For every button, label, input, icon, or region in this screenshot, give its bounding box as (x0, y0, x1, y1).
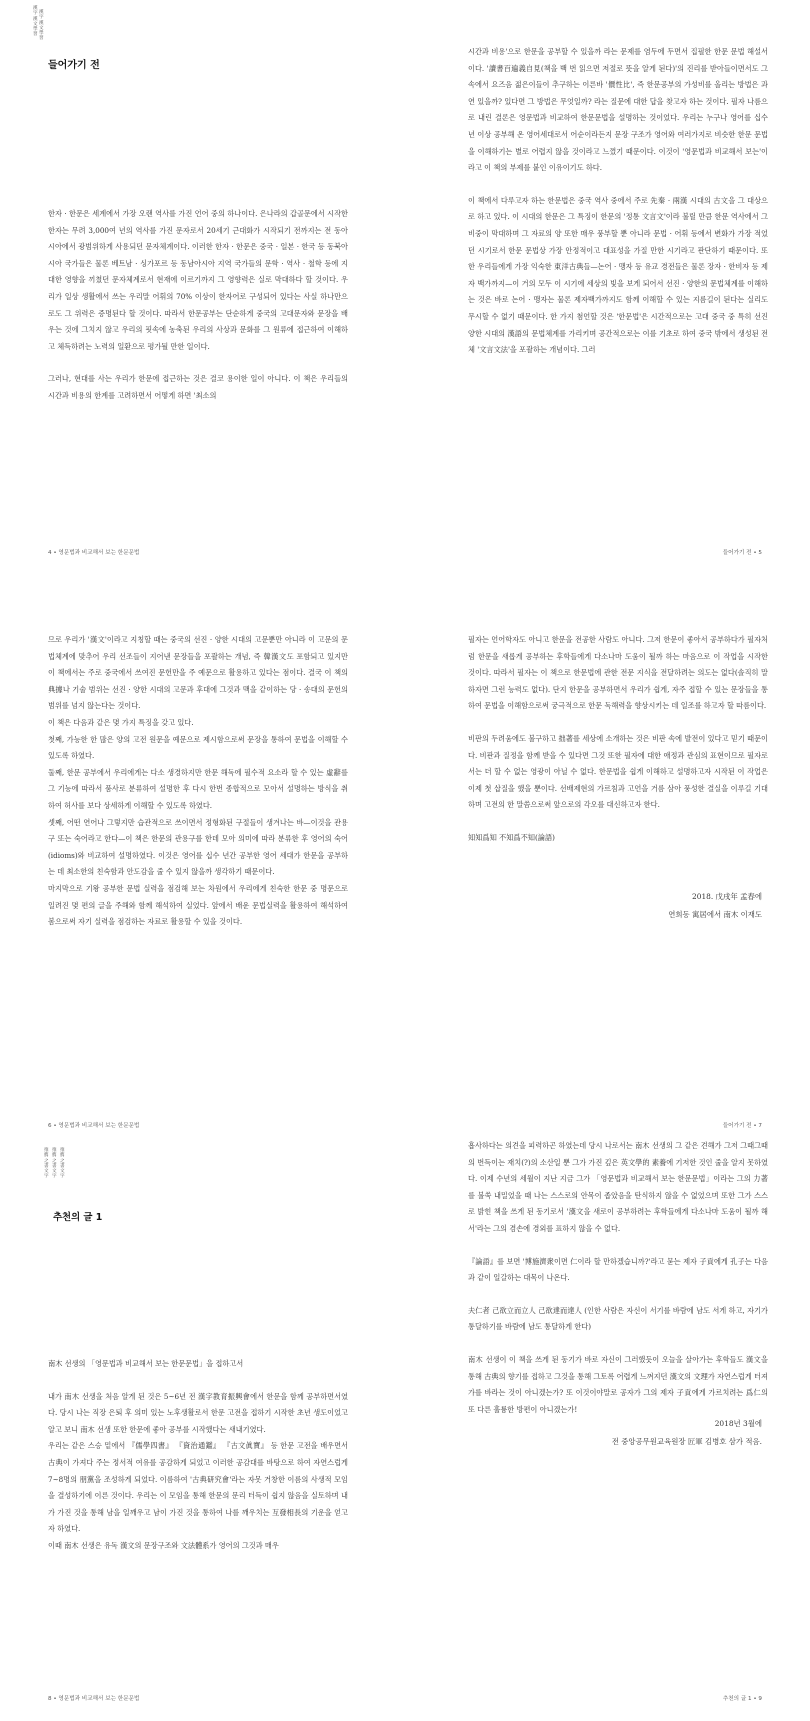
body-text (48, 1356, 348, 1555)
page-8 (0, 1146, 405, 1719)
page-footer: 6 • 영문법과 비교해서 보는 한문문법 (48, 1123, 140, 1129)
signature-date: 2018. 戊戌年 孟春에 (692, 892, 762, 901)
signature-name: 연희동 寓居에서 南木 이재도 (668, 910, 762, 919)
body-text (468, 1138, 768, 1418)
paragraph: 우리는 같은 스승 밑에서 『儒學四書』 『資治通鑑』 『古文眞寶』 등 한문 고전을 배우면서 古典이 가져다 주는 정서적 여유를 공감하게 되었고 이러한 공감대를 바탕으로 하여 자연스럽게 7~8명의 朋黨을 조성하게 되었다. 이름하여 '古典研究會'라는 자못 거창한 이름의 사생적 모임을 결성하기에 이른 것이다. 우리는 이 모임을 통해 한문의 문리 터득이 쉽지 않음을 실토하며 내가 가진 것을 통해 남을 일깨우고 남이 가진 것을 통하여 나를 깨우치는 互發相長의 기운을 얻고자 하였다. (48, 1441, 348, 1534)
spread-3 (0, 1141, 810, 1719)
page-footer: 4 • 영문법과 비교해서 보는 한문문법 (48, 550, 140, 556)
paragraph: 이때 南木 선생은 유독 漢文의 문장구조와 文法體系가 영어의 그것과 매우 (48, 1540, 279, 1550)
page-footer: 추천의 글 1 • 9 (722, 1696, 762, 1702)
paragraph: 이 책에서 다루고자 하는 한문법은 중국 역사 중에서 주로 先秦 · 兩漢 시대의 古文을 그 대상으로 하고 있다. 이 시대의 한문은 그 특징이 한문의 '정통 文言文'이라 불릴 만큼 한문 역사에서 그 비중이 막대하며 그 자료의 양 또한 매우 풍부할 뿐 아니라 문법 · 어휘 등에서 변화가 가장 적었던 시기로서 한문 문법상 가장 안정적이고 대표성을 가질 만한 시기라고 판단하기 때문이다. 또한 우리들에게 가장 익숙한 東洋古典들—논어 · 맹자 등 유교 경전들은 물론 장자 · 한비자 등 제자 백가까지—이 거의 모두 이 시기에 세상의 빛을 보게 되어서 선진 · 양한의 문법체계를 이해하는 것은 바로 논어 · 맹자는 물론 제자백가까지도 함께 이해할 수 있는 지름길이 된다는 실리도 무시할 수 없기 때문이다. 한 가지 첨언할 것은 '한문법'은 시간적으로는 고대 중국 중 특히 선진 양한 시대의 漢語의 문법체계를 가리키며 공간적으로는 이를 기초로 하여 중국 밖에서 생성된 전체 '文言文法'을 포괄하는 개념이다. 그러 (468, 195, 768, 355)
paragraph: 이 책은 다음과 같은 몇 가지 특징을 갖고 있다. (48, 717, 194, 727)
calligraphy-ornament-2: 推薦之書文字 (52, 1148, 57, 1180)
calligraphy-ornament: 漢字漢文學習 (33, 6, 38, 38)
paragraph: 시간과 비용'으로 한문을 공부할 수 있을까 라는 문제를 염두에 두면서 집필한 한문 문법 해설서이다. '讀書百遍義自見(책을 백 번 읽으면 저절로 뜻을 알게 된다)'의 진리를 받아들이면서도 그 속에서 요즈음 젊은이들이 추구하는 이른바 '價性比', 즉 한문공부의 가성비를 올리는 방법은 과연 있을까? 있다면 그 방법은 무엇일까? 라는 질문에 대한 답을 찾고자 하는 것이다. 필자 나름으로 내린 결론은 영문법과 비교하여 한문문법을 설명하는 것이었다. 우리는 누구나 영어를 십수 년 이상 공부해 온 영어세대로서 어순이라든지 문장 구조가 영어와 여러가지로 비슷한 한문 문법을 이해하기는 별로 어렵지 않을 것이라고 느꼈기 때문이다. 이것이 '영문법과 비교해서 보는'이라고 이 책의 부제를 붙인 이유이기도 하다. (468, 47, 768, 173)
page-9 (405, 1141, 810, 1719)
page-footer: 들어가기 전 • 7 (722, 1123, 762, 1129)
paragraph: 흡사하다는 의견을 피력하곤 하였는데 당시 나로서는 南木 선생의 그 같은 견해가 그저 그때그때의 번득이는 재치(?)의 소산일 뿐 그가 가진 깊은 英文學的 素養에 기저한 것인 줄을 알지 못하였다. 이제 수년의 세월이 지난 지금 그가 「영문법과 비교해서 보는 한문문법」이라는 그의 力著를 불쑥 내밀었을 때 나는 스스로의 안목이 좁았음을 탄식하지 않을 수 없었으며 또한 그가 스스로 밝힌 책을 쓰게 된 동기로서 '漢文을 새로이 공부하려는 후학들에게 다소나마 도움이 될까 해서'라는 그의 겸손에 경외를 표하지 않을 수 없다. (468, 1141, 768, 1233)
quotation: 夫仁者 己欲立而立人 己欲達而達人 (인한 사람은 자신이 서기를 바람에 남도 서게 하고, 자기가 통달하기를 바람에 남도 통달하게 한다) (468, 1305, 768, 1332)
page-4 (0, 0, 405, 573)
page-5 (405, 0, 810, 573)
paragraph: 마지막으로 기왕 공부한 문법 실력을 점검해 보는 차원에서 우리에게 친숙한 한문 중 명문으로 일려진 몇 편의 글을 주해와 함께 해석하여 실었다. 앞에서 배운 문법실력을 활용하여 해석하여 봄으로써 자기 실력을 점검하는 자료로 활용할 수 있을 것이다. (48, 883, 348, 927)
section-title: 추천의 글 1 (53, 1212, 103, 1223)
body-text (468, 44, 768, 359)
page-6 (0, 573, 405, 1146)
paragraph: 내가 南木 선생을 처음 알게 된 것은 5~6년 전 漢字教育振興會에서 한문을 함께 공부하면서였다. 당시 나는 직장 은퇴 후 의미 있는 노후생활로서 한문 고전을 접하기 시작한 초년 생도이었고 알고 보니 南木 선생 또한 한문에 좋아 공부를 시작했다는 새내기였다. (48, 1391, 348, 1434)
quotation: 知知爲知 不知爲不知(論語) (468, 832, 555, 842)
paragraph: 므로 우리가 '漢文'이라고 지칭할 때는 중국의 선진 · 양한 시대의 고문뿐만 아니라 이 고문의 문법체계에 맞추어 우리 선조들이 지어낸 문장들을 포괄하는 개념, 즉 韓漢文도 포함되고 있지만 이 책에서는 주로 중국에서 쓰여진 문헌만을 주 예문으로 활용하고 있다는 점이다. 결국 이 책의 典據나 기술 범위는 선진 · 양한 시대의 고문과 후대에 그것과 맥을 같이하는 당 · 송대의 문헌의 범위를 넘지 않는다는 것이다. (48, 635, 348, 711)
paragraph: 둘째, 한문 공부에서 우리에게는 다소 생경하지만 한문 해독에 필수적 요소라 할 수 있는 虛辭를 그 기능에 따라서 품사로 분류하여 설명한 후 다시 한번 종합적으로 모아서 설명하는 방식을 취하여 허사를 보다 상세하게 이해할 수 있도록 하였다. (48, 767, 348, 810)
paragraph: 비판의 두려움에도 불구하고 拙著를 세상에 소개하는 것은 비판 속에 발전이 있다고 믿기 때문이다. 비판과 질정을 함께 받을 수 있다면 그것 또한 필자에 대한 애정과 관심의 표현이므로 필자로서는 더 할 수 없는 영광이 아닐 수 없다. 한문법을 쉽게 이해하고 설명하고자 시작된 이 작업은 이제 첫 삽질을 했을 뿐이다. 선배제현의 가르침과 고언을 거름 삼아 풍성한 결실을 이루길 기대하며 고전의 한 말씀으로써 앞으로의 각오를 대신하고자 한다. (468, 733, 768, 810)
paragraph: 셋째, 어떤 연어나 그렇지만 습관적으로 쓰이면서 정형화된 구절들이 생겨나는 바—이것을 관용구 또는 숙어라고 한다—이 책은 한문의 관용구를 한데 모아 의미에 따라 분류한 후 영어의 숙어(idioms)와 비교하여 설명하였다. 이것은 영어를 십수 년간 공부한 영어 세대가 한문을 공부하는 데 최소한의 친숙함과 안도감을 줄 수 있지 않을까 생각하기 때문이다. (48, 817, 348, 877)
section-title: 들어가기 전 (48, 60, 100, 71)
calligraphy-ornament-2: 漢字漢文學習 (39, 10, 44, 42)
paragraph: 南木 선생이 이 책을 쓰게 된 동기가 바로 자신이 그러했듯이 오늘을 살아가는 후학들도 漢文을 통해 古典의 향기를 접하고 그것을 통해 그토록 어렵게 느껴지던 漢文의 文理가 자연스럽게 터져가를 바라는 것이 아니겠는가? 또 이것이야말로 공자가 그의 제자 子貢에게 가르치려는 爲仁의 또 다른 훌륭한 방편이 아니겠는가! (468, 1354, 768, 1414)
calligraphy-ornament-3: 推薦之書文字 (60, 1148, 65, 1180)
heading: 南木 선생의 「영문법과 비교해서 보는 한문문법」을 접하고서 (48, 1359, 244, 1368)
page-footer: 들어가기 전 • 5 (722, 550, 762, 556)
spread-2 (0, 573, 810, 1146)
calligraphy-ornament: 推薦之書文字 (44, 1148, 49, 1180)
paragraph: 첫째, 가능한 한 많은 양의 고전 원문을 예문으로 제시함으로써 문장을 통하여 문법을 이해할 수 있도록 하였다. (48, 734, 348, 761)
paragraph: 한자 · 한문은 세계에서 가장 오랜 역사를 가진 언어 중의 하나이다. 은나라의 갑골문에서 시작한 한자는 무려 3,000여 년의 역사를 가진 문자로서 20세기 근대화가 시작되기 전까지는 전 동아시아에서 광범위하게 사용되던 문자체계이다. 이러한 한자 · 한문은 중국 · 일본 · 한국 등 동북아시아 국가들은 물론 베트남 · 싱가포르 등 동남아시아 지역 국가들의 문학 · 역사 · 철학 등에 지대한 영향을 끼쳤던 문자체계로서 현재에 이르기까지 그 영향력은 실로 막대하다 할 것이다. 우리가 일상 생활에서 쓰는 우리말 어휘의 70% 이상이 한자어로 구성되어 있다는 사실 하나만으로도 그 위력은 증명된다 할 것이다. 따라서 한문공부는 단순하게 중국의 고대문자와 문장을 배우는 것에 그치지 않고 우리의 핏속에 농축된 우리의 사상과 문화를 그 원류에 접근하여 이해하고 체득하려는 노력의 일환으로 평가될 만한 일이다. (48, 209, 348, 351)
page-7 (405, 573, 810, 1146)
page-footer: 8 • 영문법과 비교해서 보는 한문문법 (48, 1696, 140, 1702)
paragraph: 필자는 언어학자도 아니고 한문을 전공한 사람도 아니다. 그저 한문이 좋아서 공부하다가 필자처럼 한문을 새롭게 공부하는 후학들에게 다소나마 도움이 될까 하는 마음으로 이 작업을 시작한 것이다. 따라서 필자는 이 책으로 한문법에 관한 전문 지식을 전달하려는 의도는 없다(솔직히 말하자면 그런 능력도 없다). 단지 한문을 공부하면서 우리가 쉽게, 자주 접할 수 있는 문장들을 통하여 문법을 이해함으로써 궁극적으로 한문 독해력을 향상시키는 데 일조를 하고자 할 따름이다. (468, 635, 768, 711)
paragraph: 『論語』를 보면 '博施濟衆이면 仁이라 할 만하겠습니까?'라고 묻는 제자 子貢에게 孔子는 다음과 같이 일갈하는 대목이 나온다. (468, 1256, 768, 1283)
body-text (468, 632, 768, 847)
signature-date: 2018년 3월에 (714, 1419, 762, 1428)
signature-name: 전 중앙공무원교육원장 匠軍 김병호 삼가 적음. (611, 1437, 762, 1446)
body-text (48, 632, 348, 931)
spread-1 (0, 0, 810, 573)
paragraph: 그러나, 현대를 사는 우리가 한문에 접근하는 것은 결코 용이한 일이 아니다. 이 책은 우리들의 시간과 비용의 한계를 고려하면서 어떻게 하면 '최소의 (48, 374, 348, 400)
body-text (48, 206, 348, 405)
